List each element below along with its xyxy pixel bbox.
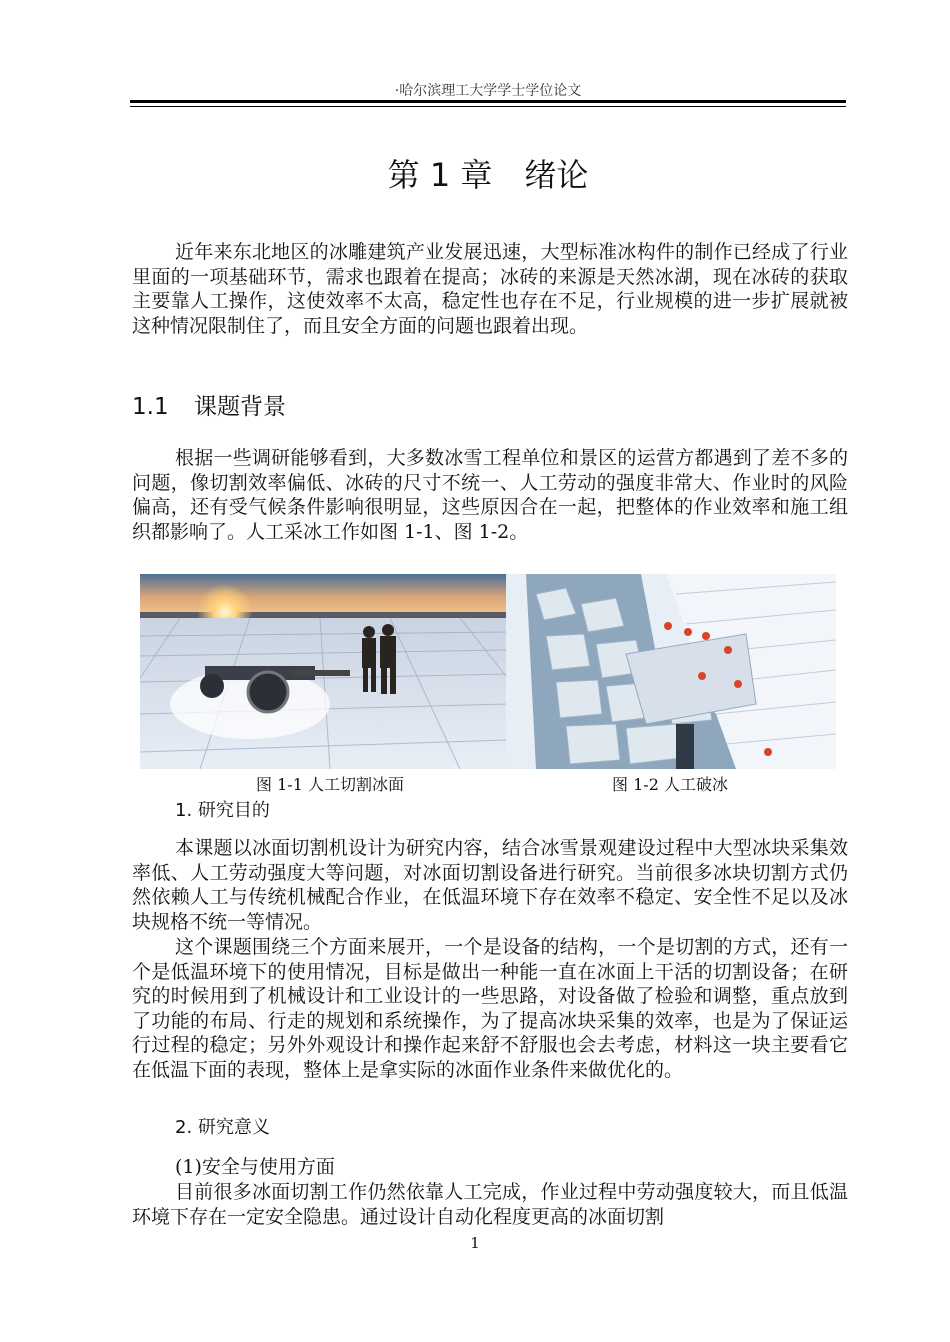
significance-subheading: (1)安全与使用方面 [175,1156,335,1178]
significance-paragraph-1: 目前很多冰面切割工作仍然依靠人工完成，作业过程中劳动强度较大，而且低温环境下存在一定安全隐患。通过设计自动化程度更高的冰面切割 [132,1181,848,1228]
section-title: 课题背景 [194,394,286,420]
purpose-heading: 1. 研究目的 [175,800,270,821]
figure-1-2-image [506,574,836,769]
figure-1-1-caption: 图 1-1 人工切割冰面 [256,775,404,794]
running-header: ·哈尔滨理工大学学士学位论文 [394,83,582,99]
purpose-paragraph-1: 本课题以冰面切割机设计为研究内容，结合冰雪景观建设过程中大型冰块采集效率低、人工劳动强度大等问题，对冰面切割设备进行研究。当前很多冰块切割方式仍然依赖人工与传统机械配合作业，在低温环境下存在效率不稳定、安全性不足以及冰块规格不统一等情况。 [132,837,848,933]
chapter-title: 第 1 章 绪论 [387,156,589,194]
background-paragraph: 根据一些调研能够看到，大多数冰雪工程单位和景区的运营方都遇到了差不多的问题，像切割效率偏低、冰砖的尺寸不统一、人工劳动的强度非常大、作业时的风险偏高，还有受气候条件影响很明显，这些原因合在一起，把整体的作业效率和施工组织都影响了。人工采冰工作如图 1-1、图 1-2。 [132,447,848,543]
figure-1-2-caption: 图 1-2 人工破冰 [612,775,728,794]
figure-1-1-image [140,574,506,769]
intro-paragraph: 近年来东北地区的冰雕建筑产业发展迅速，大型标准冰构件的制作已经成了行业里面的一项基础环节，需求也跟着在提高；冰砖的来源是天然冰湖，现在冰砖的获取主要靠人工操作，这使效率不太高，稳定性也存在不足，行业规模的进一步扩展就被这种情况限制住了，而且安全方面的问题也跟着出现。 [132,241,848,337]
header-rule-thick [130,100,846,103]
page-number: 1 [470,1234,480,1252]
section-number: 1.1 [132,394,169,420]
header-rule-thin [130,106,846,107]
purpose-paragraph-2: 这个课题围绕三个方面来展开，一个是设备的结构，一个是切割的方式，还有一个是低温环境下的使用情况，目标是做出一种能一直在冰面上干活的切割设备；在研究的时候用到了机械设计和工业设计的一些思路，对设备做了检验和调整，重点放到了功能的布局、行走的规划和系统操作，为了提高冰块采集的效率，也是为了保证运行过程的稳定；另外外观设计和操作起来舒不舒服也会去考虑，材料这一块主要看它在低温下面的表现，整体上是拿实际的冰面作业条件来做优化的。 [132,936,848,1081]
section-heading [132,388,286,421]
significance-heading: 2. 研究意义 [175,1117,270,1138]
